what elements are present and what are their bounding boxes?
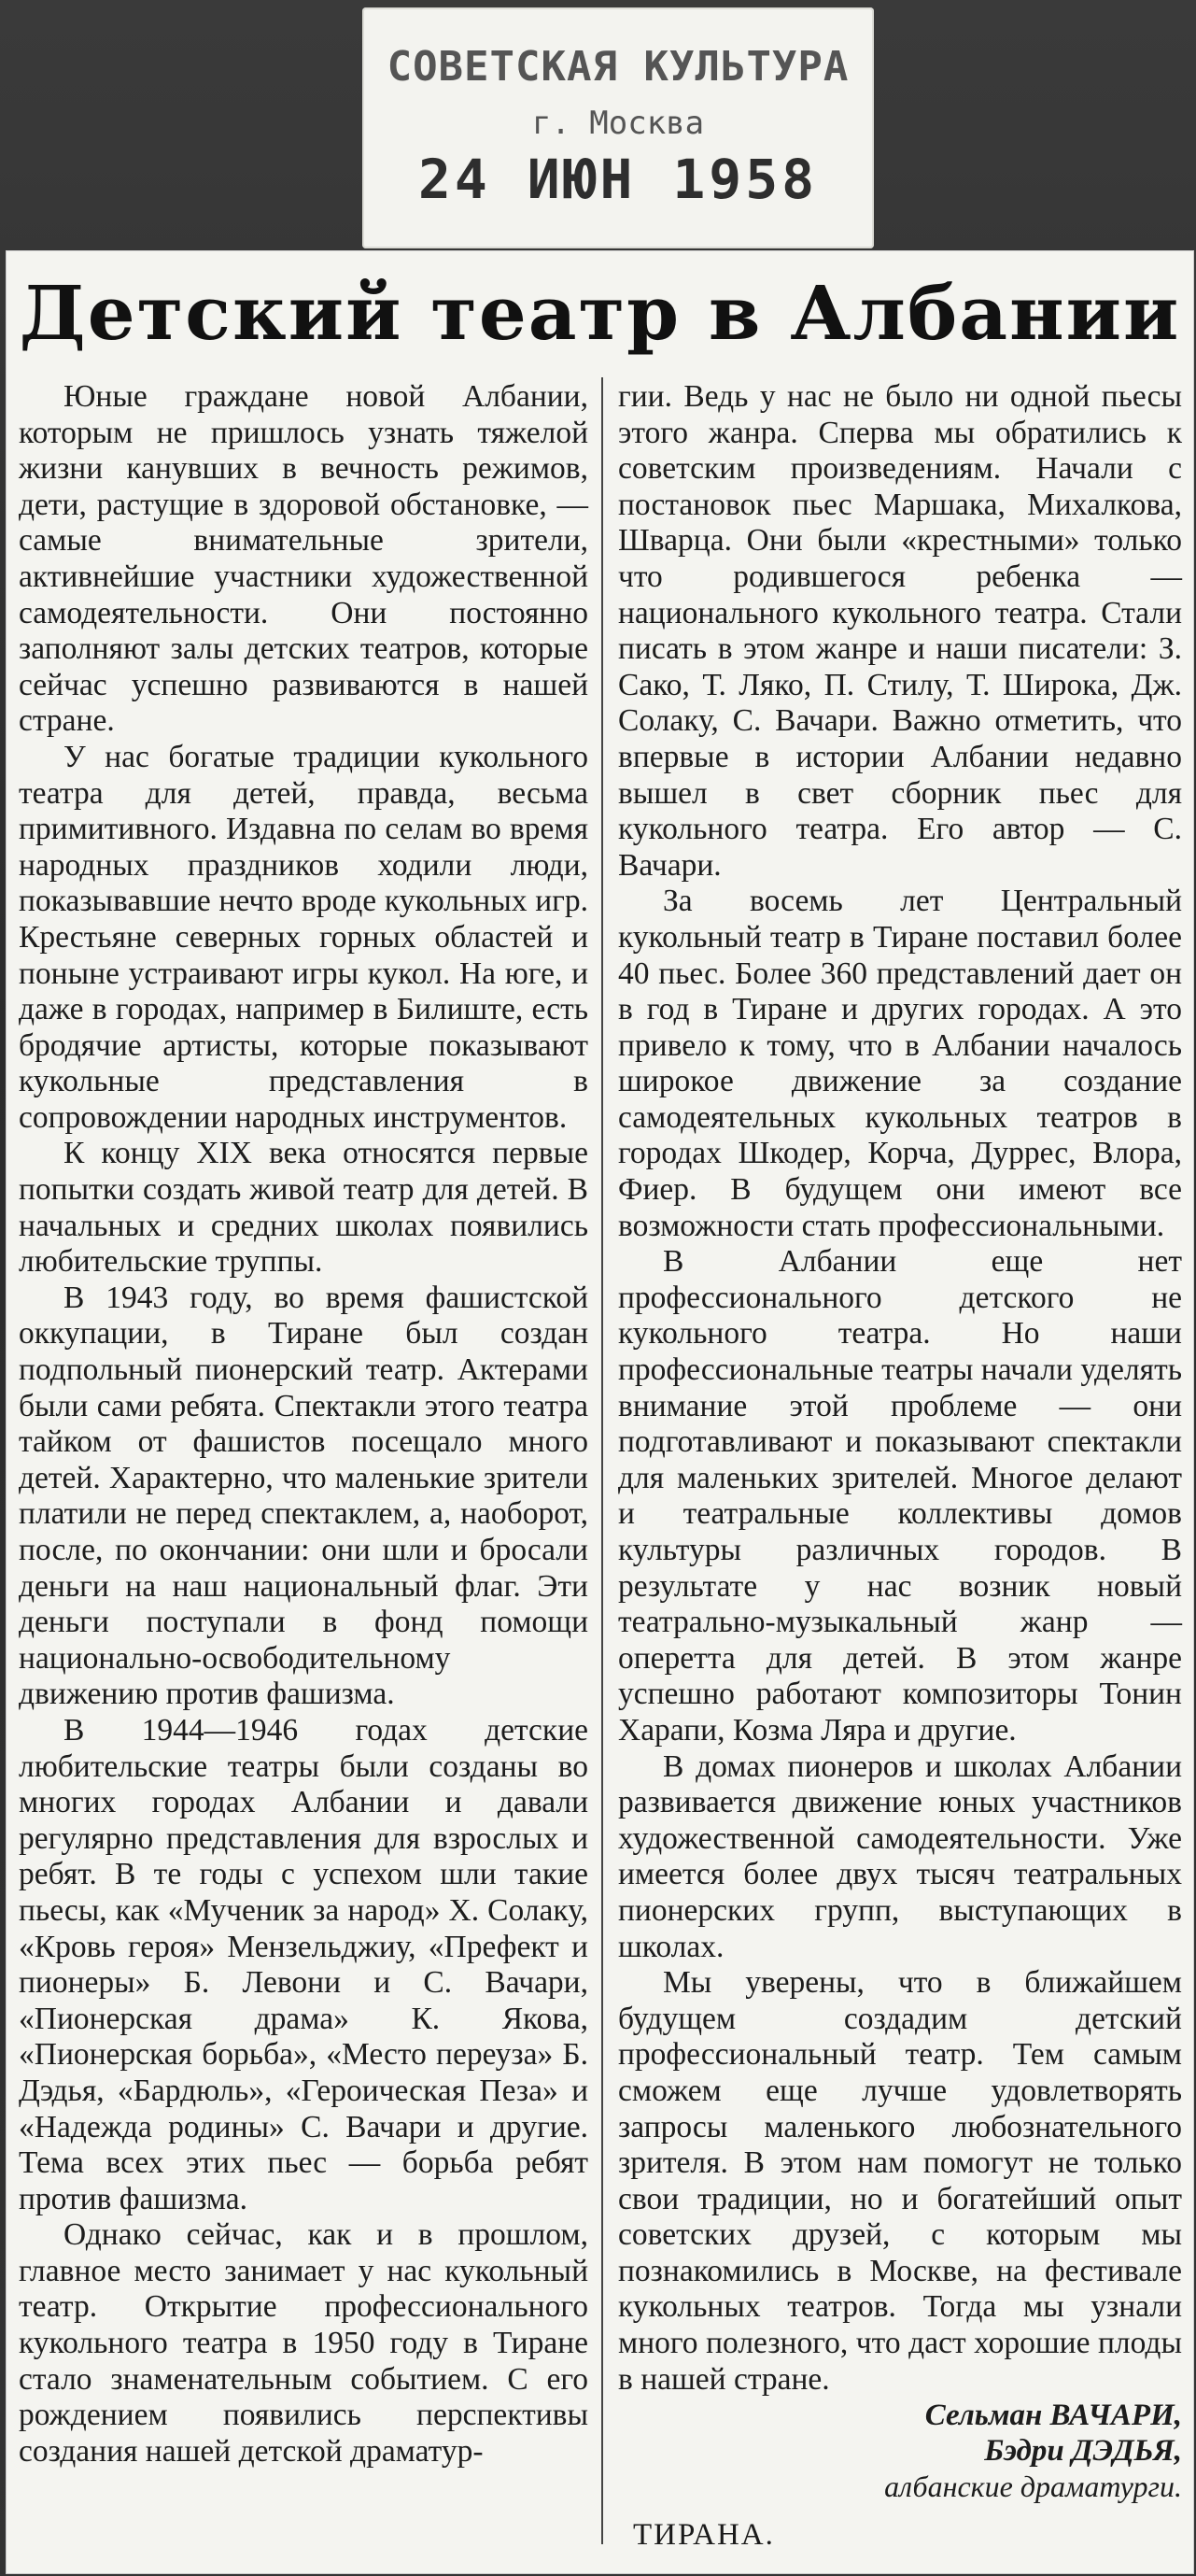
stamp-newspaper-name: СОВЕТСКАЯ КУЛЬТУРА	[387, 43, 850, 91]
paragraph: В домах пионеров и школах Албании развивается движение юных участников художественной самодеятельности. Уже имеется более двух тысяч театральных пионерских групп, выступающих в школах.	[618, 1748, 1182, 1964]
archive-stamp	[362, 7, 874, 248]
column-divider	[601, 377, 603, 2544]
paragraph: К концу XIX века относятся первые попытки создать живой театр для детей. В начальных и средних школах появились любительские труппы.	[19, 1136, 588, 1280]
author-signature-1: Сельман ВАЧАРИ,	[924, 2399, 1182, 2433]
author-signature-2: Бэдри ДЭДЬЯ,	[984, 2434, 1182, 2469]
paragraph: В 1943 году, во время фашистской оккупации, в Тиране был создан подпольный пионерский театр. Актерами были сами ребята. Спектакли этого театра тайком от фашистов посещало много детей. Характерно, что маленькие зрители платили не перед спектаклем, а, наоборот, после, по окончании: они шли и бросали деньги на наш национальный флаг. Эти деньги поступали в фонд помощи национально-освободительному движению против фашизма.	[19, 1280, 588, 1712]
author-role: албанские драматурги.	[884, 2470, 1182, 2504]
paragraph: В Албании еще нет профессионального детского не кукольного театра. Но наши профессиональные театры начали уделять внимание этой проблеме — они подготавливают и показывают спектакли для маленьких зрителей. Многое делают и театральные коллективы домов культуры различных городов. В результате у нас возник новый театрально-музыкальный жанр — оперетта для детей. В этом жанре успешно работают композиторы Тонин Харапи, Козма Ляра и другие.	[618, 1244, 1182, 1748]
paragraph: Однако сейчас, как и в прошлом, главное место занимает у нас кукольный театр. Открытие профессионального кукольного театра в 1950 году в Тиране стало знаменательным событием. С его рождением появились перспективы создания нашей детской драматур-	[19, 2217, 588, 2469]
paragraph: Мы уверены, что в ближайшем будущем создадим детский профессиональный театр. Тем самым сможем еще лучше удовлетворять запросы маленького любознательного зрителя. В этом нам помогут не только свои традиции, но и богатейший опыт советских друзей, с которым мы познакомились в Москве, на фестивале кукольных театров. Тогда мы узнали много полезного, что даст хорошие плоды в нашей стране.	[618, 1965, 1182, 2397]
paragraph: В 1944—1946 годах детские любительские театры были созданы во многих городах Албании и давали регулярно представления для взрослых и ребят. В те годы с успехом шли такие пьесы, как «Мученик за народ» Х. Солаку, «Кровь героя» Мензельджиу, «Префект и пионеры» Б. Левони и С. Вачари, «Пионерская драма» К. Якова, «Пионерская борьба», «Место переуза» Б. Дэдья, «Бардюль», «Героическая Пеза» и «Надежда родины» С. Вачари и другие. Тема всех этих пьес — борьба ребят против фашизма.	[19, 1712, 588, 2216]
paragraph: Юные граждане новой Албании, которым не пришлось узнать тяжелой жизни канувших в вечность режимов, дети, растущие в здоровой обстановке, — самые внимательные зрители, активнейшие участники художественной самодеятельности. Они постоянно заполняют залы детских театров, которые сейчас успешно развиваются в нашей стране.	[19, 379, 588, 739]
article-headline: Детский театр в Албании	[19, 269, 1181, 357]
paragraph: За восемь лет Центральный кукольный театр в Тиране поставил более 40 пьес. Более 360 представлений дает он в год в Тиране и других городах. А это привело к тому, что в Албании началось широкое движение за создание самодеятельных кукольных театров в городах Шкодер, Корча, Дуррес, Влора, Фиер. В будущем они имеют все возможности стать профессиональными.	[618, 884, 1182, 1243]
newspaper-clipping	[6, 250, 1194, 2574]
article-dateline: ТИРАНА.	[633, 2518, 775, 2552]
stamp-date: 24 ИЮН 1958	[417, 148, 819, 211]
stamp-city: г. Москва	[531, 105, 705, 142]
paragraph: гии. Ведь у нас не было ни одной пьесы этого жанра. Сперва мы обратились к советским произведениям. Начали с постановок пьес Маршака, Михалкова, Шварца. Они были «крестными» только что родившегося ребенка — национального кукольного театра. Стали писать в этом жанре и наши писатели: З. Сако, Т. Ляко, П. Стилу, Т. Широка, Дж. Солаку, С. Вачари. Важно отметить, что впервые в истории Албании недавно вышел в свет сборник пьес для кукольного театра. Его автор — С. Вачари.	[618, 379, 1182, 883]
article-left-column	[19, 379, 588, 2470]
article-right-column	[618, 379, 1182, 2504]
paragraph: У нас богатые традиции кукольного театра для детей, правда, весьма примитивного. Издавна по селам во время народных праздников ходили люди, показывавшие нечто вроде кукольных игр. Крестьяне северных горных областей и поныне устраивают игры кукол. На юге, и даже в городах, например в Билиште, есть бродячие артисты, которые показывают кукольные представления в сопровождении народных инструментов.	[19, 739, 588, 1135]
